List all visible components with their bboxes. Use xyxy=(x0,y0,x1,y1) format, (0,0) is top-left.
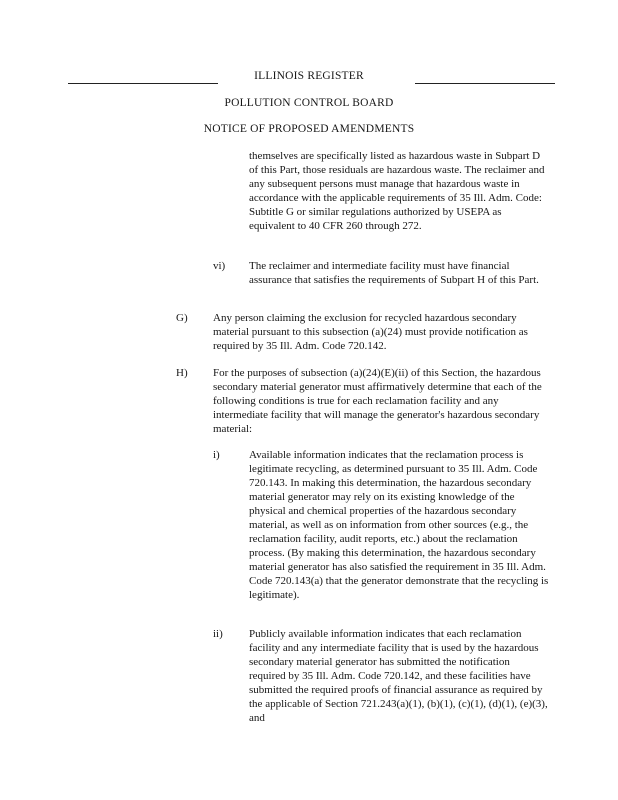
item-H-label: H) xyxy=(176,367,188,379)
item-G-label: G) xyxy=(176,312,188,324)
item-G-text: Any person claiming the exclusion for recycled hazardous secondary material pursuant to this subsection (a)(24) must provide notification as required by 35 Ill. Adm. Code 720.142. xyxy=(213,312,528,352)
item-i-text: Available information indicates that the reclamation process is legitimate recycling, as determined pursuant to 35 Ill. Adm. Code 720.143. In making this determination, the hazardous secondary material generator may rely on its existing knowledge of the physical and chemical properties of the hazardous secondary material, as well as on information from other sources (e.g., the reclamation facility, audit reports, etc.) about the reclamation process. (By making this determination, the hazardous secondary material generator has also satisfied the requirement in 35 Ill. Adm. Code 720.143(a) that the generator demonstrate that the recycling is legitimate). xyxy=(249,449,549,601)
register-title: ILLINOIS REGISTER xyxy=(254,70,364,82)
continuation-paragraph: themselves are specifically listed as hazardous waste in Subpart D of this Part, those residuals are hazardous waste. The reclaimer and any subsequent persons must manage that hazardous waste in accordance with the applicable requirements of 35 Ill. Adm. Code: Subtitle G or similar regulations authorized by USEPA as equivalent to 40 CFR 260 through 272. xyxy=(249,150,545,232)
item-i-label: i) xyxy=(213,449,220,461)
notice-title: NOTICE OF PROPOSED AMENDMENTS xyxy=(203,123,415,135)
item-H-text: For the purposes of subsection (a)(24)(E)(ii) of this Section, the hazardous secondary material generator must affirmatively determine that each of the following conditions is true for each reclamation facility and any intermediate facility that will manage the generator's hazardous secondary material: xyxy=(213,367,542,435)
item-ii-label: ii) xyxy=(213,628,223,640)
item-vi-label: vi) xyxy=(213,260,226,272)
item-vi-text: The reclaimer and intermediate facility must have financial assurance that satisfies the requirements of Subpart H of this Part. xyxy=(249,260,539,286)
header-rule-left xyxy=(68,83,218,84)
header-rule-right xyxy=(415,83,555,84)
item-ii-text: Publicly available information indicates that each reclamation facility and any intermediate facility that is used by the hazardous secondary material generator has submitted the notification required by 35 Ill. Adm. Code 720.142, and these facilities have submitted the required proofs of financial assurance as required by the applicable of Section 721.243(a)(1), (b)(1), (c)(1), (d)(1), (e)(3), and xyxy=(249,628,548,724)
board-title: POLLUTION CONTROL BOARD xyxy=(224,97,394,109)
